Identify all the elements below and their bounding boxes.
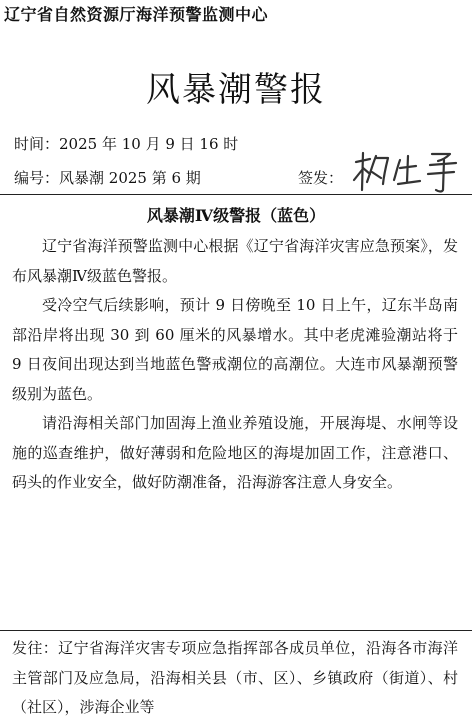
body-paragraph: 辽宁省海洋预警监测中心根据《辽宁省海洋灾害应急预案》，发布风暴潮Ⅳ级蓝色警报。	[12, 237, 458, 285]
notice-title: 风暴潮Ⅳ级警报（蓝色）	[146, 206, 326, 225]
signer-label: 签发：	[298, 169, 344, 187]
issue-number-value: 风暴潮 2025 第 6 期	[59, 169, 201, 187]
issue-time-value: 2025 年 10 月 9 日 16 时	[59, 135, 239, 153]
issue-time	[14, 133, 238, 154]
issue-number	[14, 167, 201, 188]
handwritten-signature	[350, 148, 468, 194]
issue-time-label: 时间：	[14, 135, 60, 153]
notice-body	[12, 232, 458, 498]
body-paragraph: 受冷空气后续影响，预计 9 日傍晚至 10 日上午，辽东半岛南部沿岸将出现 30 到 60 厘米的风暴增水。其中老虎滩验潮站将于 9 日夜间出现达到当地蓝色警戒潮位的高潮位。大连市风暴潮预警级别为蓝色。	[12, 296, 458, 403]
body-paragraph: 请沿海相关部门加固海上渔业养殖设施，开展海堤、水闸等设施的巡查维护，做好薄弱和危险地区的海堤加固工作，注意港口、码头的作业安全，做好防潮准备，沿海游客注意人身安全。	[12, 414, 458, 491]
issuing-agency: 辽宁省自然资源厅海洋预警监测中心	[4, 5, 269, 24]
distribution-list: 发往：辽宁省海洋灾害专项应急指挥部各成员单位，沿海各市海洋主管部门及应急局，沿海相关县（市、区）、乡镇政府（街道）、村（社区），涉海企业等	[12, 639, 458, 716]
document-title: 风暴潮警报	[146, 70, 326, 110]
issue-number-label: 编号：	[14, 169, 60, 187]
header-divider	[0, 194, 472, 195]
footer-divider	[0, 630, 472, 631]
